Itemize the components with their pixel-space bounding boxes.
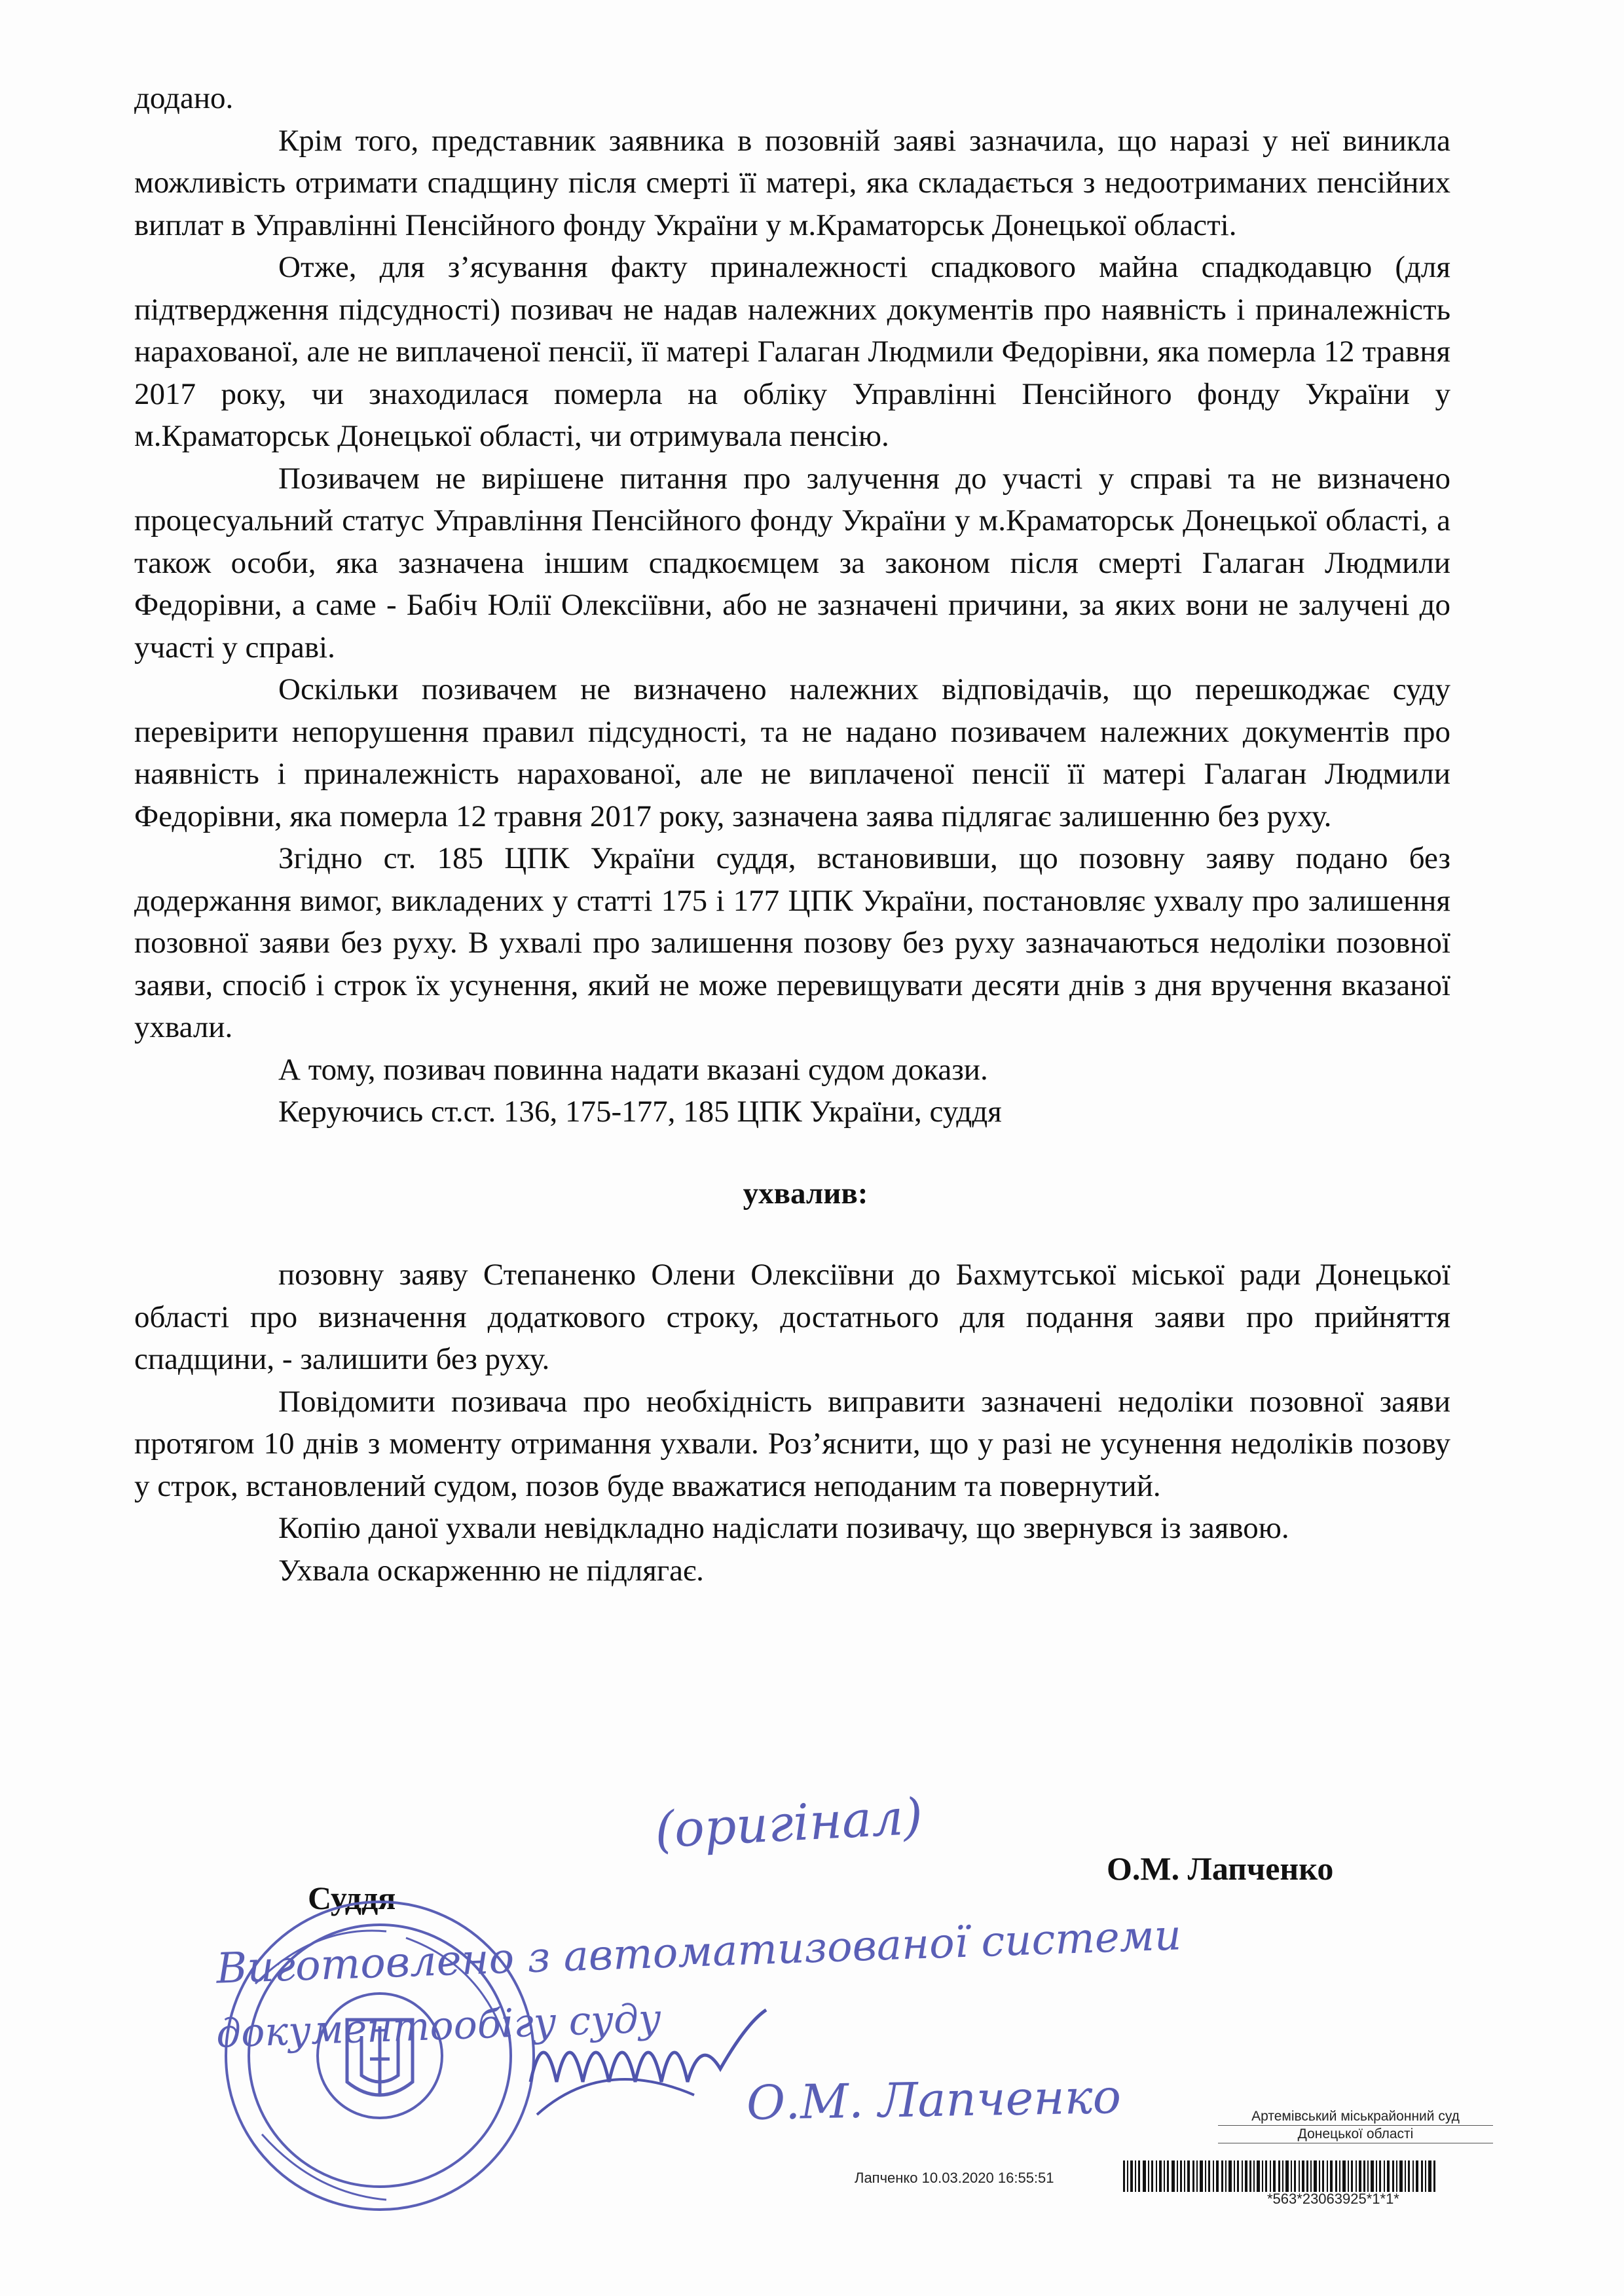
barcode-number: *563*23063925*1*1* [1267,2191,1399,2207]
ruling-body [134,77,1450,1592]
handwritten-note-docflow: документообігу суду [215,1995,662,2057]
resolution-item-2: Повідомити позивача про необхідність виправити зазначені недоліки позовної заяви протягом 10 днів з моменту отримання ухвали. Роз’яснити, що у разі не усунення недоліків позову у строк, встановлений судом, позов буде вважатися неподаним та повернутий. [134,1384,1450,1503]
paragraph-continuation: додано. [134,81,234,115]
resolution-item-1: позовну заяву Степаненко Олени Олексіївни до Бахмутської міської ради Донецької області про визначення додаткового строку, достатнього для подання заяви про прийняття спадщини, - залишити без руху. [134,1258,1450,1376]
document-barcode [1123,2160,1437,2192]
paragraph-defendants: Оскільки позивачем не визначено належних відповідачів, що перешкоджає суду перевірити непорушення правил підсудності, та не надано позивачем належних документів про наявність і приналежність нарахованої, але не виплаченої пенсії її матері Галаган Людмили Федорівни, яка померла 12 травня 2017 року, зазначена заява підлягає залишенню без руху. [134,672,1450,833]
handwritten-note-system: Виготовлено з автоматизованої системи [215,1911,1183,1994]
judge-label: Суддя [308,1880,396,1916]
paragraph-inheritance: Крім того, представник заявника в позовній заяві зазначила, що наразі у неї виникла можливість отримати спадщину після смерті її матері, яка складається з недоотриманих пенсійних виплат в Управлінні Пенсійного фонду України у м.Краматорськ Донецької області. [134,123,1450,242]
handwritten-note-original: (оригінал) [653,1787,925,1859]
paragraph-article-185: Згідно ст. 185 ЦПК України суддя, встановивши, що позовну заяву подано без додержання вимог, викладених у статті 175 і 177 ЦПК України, постановляє ухвалу про залишення позовної заяви без руху. В ухвалі про залишення позову без руху зазначаються недоліки позовної заяви, спосіб і строк їх усунення, який не може перевищувати десяти днів з дня вручення вказаної ухвали. [134,841,1450,1044]
paragraph-evidence: А тому, позивач повинна надати вказані судом докази. [278,1052,988,1087]
judge-name: О.М. Лапченко [1107,1850,1334,1887]
ruling-heading: ухвалив: [743,1176,868,1211]
resolution-item-4: Ухвала оскарженню не підлягає. [278,1553,704,1588]
court-name-block [1218,2108,1493,2143]
handwritten-signature-name: О.М. Лапченко [746,2069,1122,2130]
court-name-line-2: Донецької області [1218,2126,1493,2143]
paragraph-guided-by: Керуючись ст.ст. 136, 175-177, 185 ЦПК України, суддя [278,1095,1002,1129]
paragraph-documents: Отже, для з’ясування факту приналежності спадкового майна спадкодавцю (для підтвердження підсудності) позивач не надав належних документів про наявність і приналежність нарахованої, але не виплаченої пенсії, її матері Галаган Людмили Федорівни, яка померла 12 травня 2017 року, чи знаходилася померла на обліку Управлінні Пенсійного фонду України у м.Краматорськ Донецької області, чи отримувала пенсію. [134,250,1450,453]
court-name-line-1: Артемівський міськрайонний суд [1218,2108,1493,2126]
paragraph-participants: Позивачем не вирішене питання про залучення до участі у справі та не визначено процесуальний статус Управління Пенсійного фонду України у м.Краматорськ Донецької області, а також особи, яка зазначена іншим спадкоємцем за законом після смерті Галаган Людмили Федорівни, а саме - Бабіч Юлії Олексіївни, або не зазначені причини, за яких вони не залучені до участі у справі. [134,461,1450,665]
e-signature-timestamp: Лапченко 10.03.2020 16:55:51 [855,2170,1054,2186]
resolution-item-3: Копію даної ухвали невідкладно надіслати позивачу, що звернувся із заявою. [278,1511,1289,1545]
